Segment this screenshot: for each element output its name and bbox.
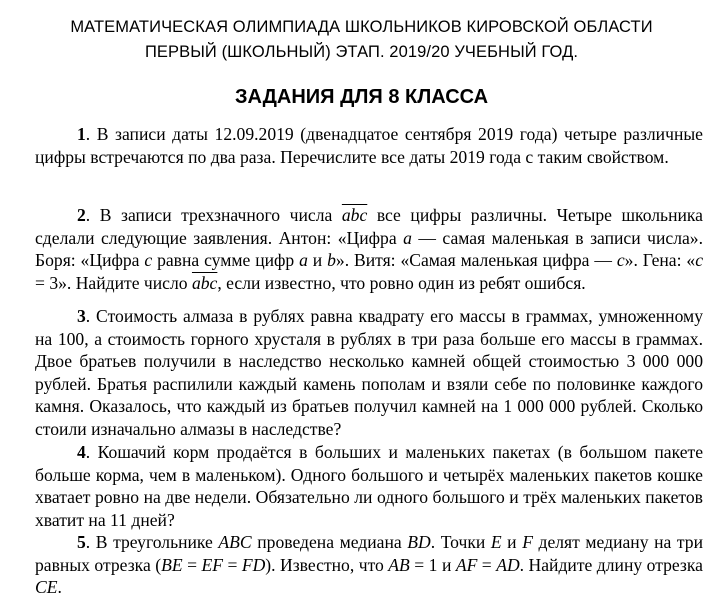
problem-text: = 1 и: [409, 554, 456, 575]
variable: AB: [388, 554, 410, 575]
variable: b: [327, 250, 336, 270]
problem-text: — самая маленькая в записи числа». Боря: «Цифра: [35, 227, 703, 270]
header-line-1: МАТЕМАТИЧЕСКАЯ ОЛИМПИАДА ШКОЛЬНИКОВ КИРОВСКОЙ ОБЛАСТИ: [70, 18, 653, 36]
problem-text: делят медиану на три равных отрезка (: [35, 532, 703, 575]
problem-text: =: [222, 554, 242, 575]
problem-text: = 3». Найдите число: [35, 272, 192, 293]
problem-number: 1: [77, 124, 86, 144]
variable: a: [299, 250, 308, 270]
problem-text: =: [477, 554, 497, 575]
problem-text: , если известно, что ровно один из ребят ошибся.: [217, 272, 586, 293]
header-line-2: ПЕРВЫЙ (ШКОЛЬНЫЙ) ЭТАП. 2019/20 УЧЕБНЫЙ ГОД.: [144, 43, 579, 61]
problem-1: [35, 123, 703, 168]
variable: AD: [496, 554, 520, 575]
problem-number: 5: [77, 532, 86, 552]
problem-text: . Найдите длину отрезка: [519, 554, 703, 575]
variable: FD: [241, 554, 266, 575]
problem-text: . Кошачий корм продаётся в больших и маленьких пакетах (в большом пакете больше корма, чем в маленьком). Одного большого и четырёх маленьких пакетов кошке хватает ровно на две недели. Обязательно ли одного большого и трёх маленьких пакетов хватит на 11 дней?: [35, 442, 703, 530]
problem-number: 4: [77, 442, 86, 462]
problem-text: .: [57, 577, 62, 597]
problem-4: [35, 441, 703, 531]
variable: ABC: [218, 532, 252, 552]
problem-text: ). Известно, что: [265, 554, 389, 575]
variable: BE: [161, 554, 183, 575]
problem-text: равна сумме цифр: [152, 250, 300, 270]
problem-5: [35, 531, 703, 599]
number-abc: $\overline{abc}$: [341, 205, 368, 225]
problem-text: и: [307, 250, 328, 270]
problem-number: 2: [77, 205, 86, 225]
variable: F: [522, 532, 533, 552]
variable: c: [144, 250, 153, 270]
problem-text: . В записи трехзначного числа: [85, 205, 342, 225]
page-title: ЗАДАНИЯ ДЛЯ 8 КЛАССА: [234, 86, 489, 108]
problem-text: . Стоимость алмаза в рублях равна квадрату его массы в граммах, умноженному на 100, а стоимость горного хрусталя в рублях в три раза больше его массы в граммах. Двое братьев получили в наследство несколько камней общей стоимостью 3 000 000 рублей. Братья распилили каждый камень пополам и взяли себе по половинке каждого камня. Оказалось, что каждый из братьев получил камней на 1 000 000 рублей. Сколько стоили изначально алмазы в наследстве?: [35, 306, 703, 439]
number-abc: $\overline{abc}$: [191, 272, 218, 293]
problem-text: . В записи даты 12.09.2019 (двенадцатое сентября 2019 года) четыре различные цифры встречаются по два раза. Перечислите все даты 2019 года с таким свойством.: [35, 124, 703, 167]
variable: c: [616, 250, 625, 270]
problem-2: [35, 204, 703, 294]
problem-number: 3: [77, 306, 86, 326]
problem-text: . Точки: [430, 532, 491, 552]
variable: CE: [35, 577, 58, 597]
problem-text: и: [501, 532, 523, 552]
problem-text: . В треугольнике: [85, 532, 219, 552]
problem-3: [35, 305, 703, 440]
problem-text: все цифры различны. Четыре школьника сделали следующие заявления. Антон: «Цифра: [35, 205, 703, 248]
variable: c: [695, 250, 703, 270]
problem-text: проведена медиана: [251, 532, 408, 552]
problem-text: ». Витя: «Самая маленькая цифра —: [335, 250, 617, 270]
variable: a: [403, 227, 412, 248]
variable: BD: [407, 532, 431, 552]
variable: E: [490, 532, 502, 552]
variable: EF: [201, 554, 223, 575]
problem-text: ». Гена: «: [624, 250, 696, 270]
problem-text: =: [182, 554, 202, 575]
variable: AF: [455, 554, 478, 575]
